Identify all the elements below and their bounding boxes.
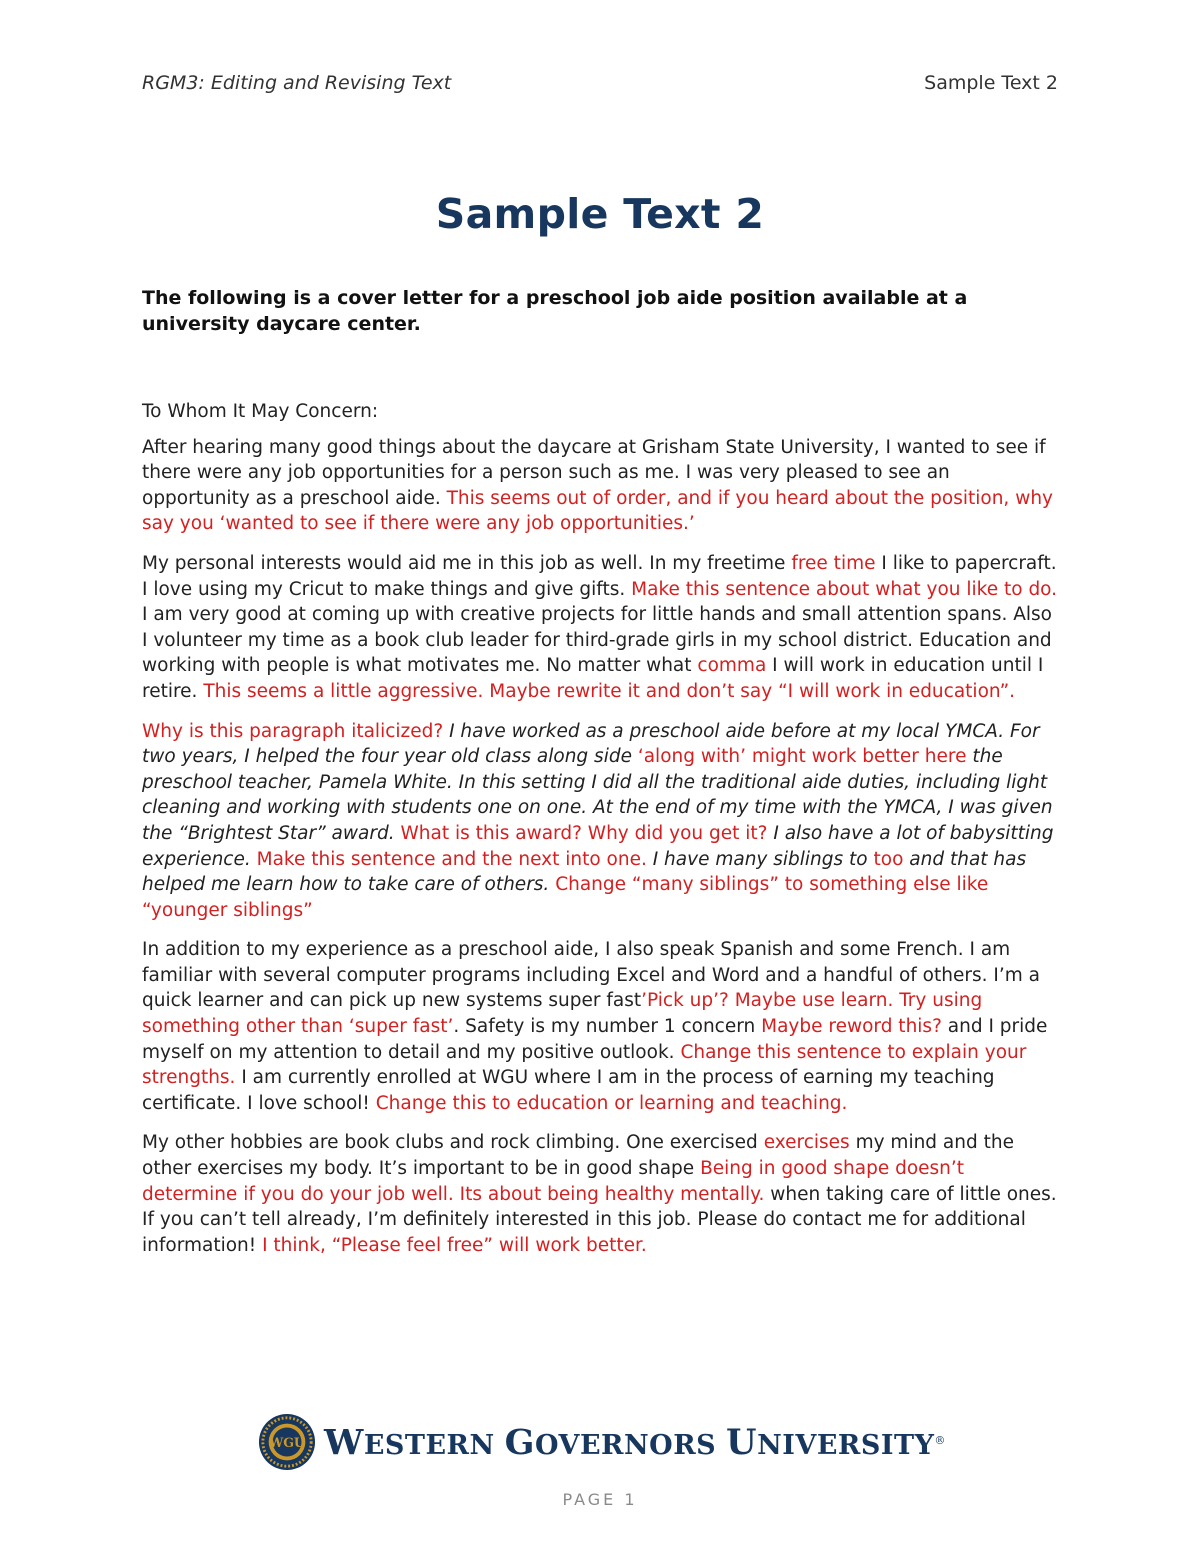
paragraph-5 — [142, 1130, 1058, 1258]
text-run: My other hobbies are book clubs and rock climbing. One exercised — [142, 1132, 764, 1154]
paragraph-1 — [142, 435, 1058, 537]
editor-comment: ’Pick up’? Maybe use learn. Try using something other than ‘super fast’ — [142, 990, 983, 1038]
editor-comment: ‘along with’ might work better here — [637, 746, 967, 768]
university-seal-icon — [258, 1413, 316, 1471]
text-run: I am currently enrolled at WGU where I am in the process of earning my teaching certificate. I love school! — [142, 1067, 995, 1114]
text-run: when taking care of little ones. If you can’t tell already, I’m definitely interested in this job. Please do contact me for additional information! — [142, 1183, 1057, 1256]
text-run: After hearing many good things about the daycare at Grisham State University, I wanted to see if there were any job opportunities for a person such as me. I was very pleased to see an opportunity as a preschool aide. — [142, 436, 1046, 509]
editor-comment: Change “many siblings” to something else like “younger siblings” — [142, 874, 989, 921]
text-run: I have worked as a preschool aide before at my local YMCA. For two years, I helped the four year old class along side — [142, 720, 1040, 768]
editor-comment: I think, “Please feel free” will work better. — [262, 1234, 647, 1256]
editor-comment: Change this sentence to explain your strengths. — [142, 1041, 1027, 1089]
editor-comment: exercises — [763, 1132, 850, 1154]
text-run: I will work in education until I retire. — [142, 655, 1044, 702]
editor-comment: Make this sentence and the next into one. — [256, 848, 647, 870]
text-run: and I pride myself on my attention to detail and my positive outlook. — [142, 1016, 1048, 1063]
editor-comment: Change this to education or learning and teaching. — [375, 1092, 848, 1114]
header-left: RGM3: Editing and Revising Text — [142, 72, 452, 94]
editor-comment: free time — [791, 552, 876, 574]
text-run: I also have a lot of babysitting experience. — [142, 822, 1054, 870]
editor-comment: too — [873, 848, 904, 870]
editor-comment: Being in good shape doesn’t determine if you do your job well. Its about being healthy mentally. — [142, 1158, 965, 1205]
paragraph-4 — [142, 937, 1058, 1116]
text-run: My personal interests would aid me in this job as well. In my freetime — [142, 552, 792, 574]
text-run: my mind and the other exercises my body. It’s important to be in good shape — [142, 1132, 1014, 1180]
text-run: . Safety is my number 1 concern — [453, 1016, 762, 1038]
wgu-logo — [258, 1412, 946, 1472]
editor-comment: Maybe reword this? — [761, 1016, 942, 1038]
university-wordmark: WESTERN GOVERNORS UNIVERSITY® — [324, 1421, 946, 1463]
page-number: PAGE 1 — [562, 1490, 638, 1509]
salutation: To Whom It May Concern: — [142, 401, 379, 422]
editor-comment: This seems out of order, and if you heard about the position, why say you ‘wanted to see if there were any job opportunities.’ — [142, 487, 1053, 535]
page-title: Sample Text 2 — [435, 190, 765, 238]
intro-text: The following is a cover letter for a preschool job aide position available at a university daycare center. — [142, 287, 968, 335]
text-run: and that has helped me learn how to take care of others. — [142, 848, 1027, 896]
text-run: I am very good at coming up with creative projects for little hands and small attention spans. Also I volunteer my time as a book club leader for third-grade girls in my school district. Education and working with people is what motivates me. No matter what — [142, 604, 1052, 677]
header-right: Sample Text 2 — [924, 72, 1058, 94]
editor-comment: Why is this paragraph italicized? — [142, 720, 444, 742]
editor-comment: This seems a little aggressive. Maybe rewrite it and don’t say “I will work in education”. — [203, 680, 1016, 702]
text-run: In addition to my experience as a preschool aide, I also speak Spanish and some French. I am familiar with several computer programs including Excel and Word and a handful of others. I’m a quick learner and can pick up new systems super fast — [142, 939, 1040, 1012]
text-run: the preschool teacher, Pamela White. In this setting I did all the traditional aide duties, including light cleaning and working with students one on one. At the end of my time with the YMCA, I was given the “Brightest Star” award. — [142, 746, 1053, 844]
paragraph-2 — [142, 551, 1058, 705]
editor-comment: What is this award? Why did you get it? — [400, 822, 768, 844]
text-run: I have many siblings to — [646, 848, 874, 870]
paragraph-3 — [142, 719, 1058, 924]
editor-comment: Make this sentence about what you like to do. — [631, 578, 1058, 600]
editor-comment: comma — [697, 655, 767, 677]
text-run: I like to papercraft. I love using my Cricut to make things and give gifts. — [142, 552, 1057, 600]
document-body — [142, 285, 1058, 1272]
svg-text:WGU: WGU — [269, 1434, 305, 1450]
